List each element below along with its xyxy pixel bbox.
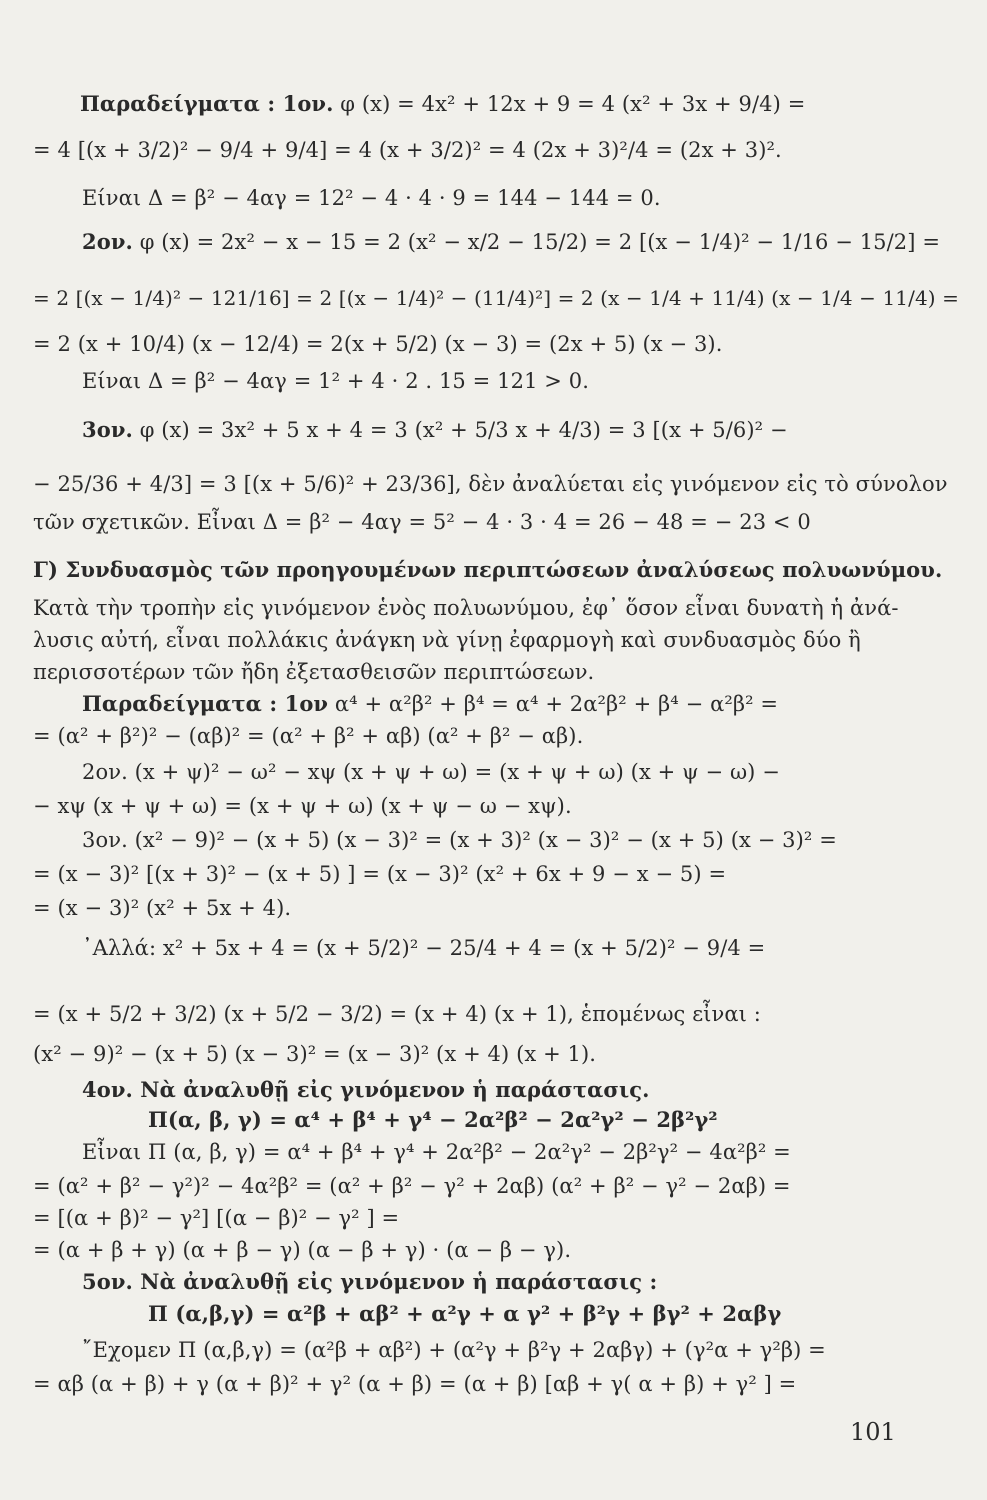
example-heading: 2ον.: [82, 229, 133, 254]
example-heading: 3ον.: [82, 417, 133, 442]
text-line: = 2 [(x − 1/4)² − 121/16] = 2 [(x − 1/4)² − (11/4)²] = 2 (x − 1/4 + 11/4) (x − 1/4 − 11/4) =: [33, 286, 960, 310]
formula: φ (x) = 4x² + 12x + 9 = 4 (x² + 3x + 9/4) =: [340, 92, 806, 116]
section-title: Γ) Συνδυασμὸς τῶν προηγουμένων περιπτώσεων ἀναλύσεως πολυωνύμου.: [33, 557, 943, 582]
text-line: τῶν σχετικῶν. Εἶναι Δ = β² − 4αγ = 5² − 4 · 3 · 4 = 26 − 48 = − 23 < 0: [33, 510, 811, 534]
text-line: Είναι Δ = β² − 4αγ = 12² − 4 · 4 · 9 = 144 − 144 = 0.: [82, 186, 661, 210]
formula: α⁴ + α²β² + β⁴ = α⁴ + 2α²β² + β⁴ − α²β² =: [334, 692, 779, 716]
text-line: = αβ (α + β) + γ (α + β)² + γ² (α + β) = (α + β) [αβ + γ( α + β) + γ² ] =: [33, 1372, 797, 1396]
text-line: (x² − 9)² − (x + 5) (x − 3)² = (x − 3)² (x + 4) (x + 1).: [33, 1042, 597, 1066]
text-line: = 2 (x + 10/4) (x − 12/4) = 2(x + 5/2) (x − 3) = (2x + 5) (x − 3).: [33, 332, 723, 356]
text-line: = (x + 5/2 + 3/2) (x + 5/2 − 3/2) = (x + 4) (x + 1), ἑπομένως εἶναι :: [33, 1002, 761, 1026]
formula: φ (x) = 2x² − x − 15 = 2 (x² − x/2 − 15/2) = 2 [(x − 1/4)² − 1/16 − 15/2] =: [139, 230, 941, 254]
text-line: Είναι Δ = β² − 4αγ = 1² + 4 · 2 . 15 = 121 > 0.: [82, 369, 590, 393]
formula-heading: Π (α,β,γ) = α²β + αβ² + α²γ + α γ² + β²γ + βγ² + 2αβγ: [148, 1301, 782, 1326]
text-line: [82, 690, 778, 718]
text-line: [82, 1268, 657, 1296]
text-line: 2ον. (x + ψ)² − ω² − xψ (x + ψ + ω) = (x + ψ + ω) (x + ψ − ω) −: [82, 760, 780, 784]
text-line: λυσις αὐτή, εἶναι πολλάκις ἀνάγκη νὰ γίνῃ ἐφαρμογὴ καὶ συνδυασμὸς δύο ἢ: [33, 628, 861, 652]
text-line: = (x − 3)² [(x + 3)² − (x + 5) ] = (x − 3)² (x² + 6x + 9 − x − 5) =: [33, 862, 727, 886]
text-line: = (α + β + γ) (α + β − γ) (α − β + γ) · (α − β − γ).: [33, 1238, 572, 1262]
example-heading: Παραδείγματα : 1ον: [82, 691, 329, 716]
text-line: Κατὰ τὴν τροπὴν εἰς γινόμενον ἑνὸς πολυωνύμου, ἐφ᾽ ὅσον εἶναι δυνατὴ ἡ ἀνά-: [33, 596, 899, 620]
text-line: = (α² + β² − γ²)² − 4α²β² = (α² + β² − γ² + 2αβ) (α² + β² − γ² − 2αβ) =: [33, 1174, 791, 1198]
example-heading: 5ον. Νὰ ἀναλυθῇ εἰς γινόμενον ἡ παράστασις :: [82, 1269, 658, 1294]
text-line: = (x − 3)² (x² + 5x + 4).: [33, 896, 292, 920]
text-line: − xψ (x + ψ + ω) = (x + ψ + ω) (x + ψ − ω − xψ).: [33, 794, 572, 818]
text-line: 3ον. (x² − 9)² − (x + 5) (x − 3)² = (x + 3)² (x − 3)² − (x + 5) (x − 3)² =: [82, 828, 837, 852]
text-line: = 4 [(x + 3/2)² − 9/4 + 9/4] = 4 (x + 3/2)² = 4 (2x + 3)²/4 = (2x + 3)².: [33, 138, 782, 162]
text-line: ῎Εχομεν Π (α,β,γ) = (α²β + αβ²) + (α²γ + β²γ + 2αβγ) + (γ²α + γ²β) =: [82, 1338, 826, 1362]
section-heading: [33, 556, 942, 584]
text-line: [148, 1106, 718, 1134]
text-line: − 25/36 + 4/3] = 3 [(x + 5/6)² + 23/36], δὲν ἀναλύεται εἰς γινόμενον εἰς τὸ σύνολον: [33, 472, 948, 496]
text-line: Εἶναι Π (α, β, γ) = α⁴ + β⁴ + γ⁴ + 2α²β² − 2α²γ² − 2β²γ² − 4α²β² =: [82, 1140, 791, 1164]
text-line: [80, 90, 805, 118]
text-line: [148, 1300, 781, 1328]
example-heading: 4ον. Νὰ ἀναλυθῇ εἰς γινόμενον ἡ παράστασις.: [82, 1077, 650, 1102]
text-line: [82, 228, 940, 256]
text-line: ᾽Αλλά: x² + 5x + 4 = (x + 5/2)² − 25/4 + 4 = (x + 5/2)² − 9/4 =: [82, 936, 766, 960]
text-line: περισσοτέρων τῶν ἤδη ἐξετασθεισῶν περιπτώσεων.: [33, 660, 595, 684]
text-line: = (α² + β²)² − (αβ)² = (α² + β² + αβ) (α² + β² − αβ).: [33, 724, 584, 748]
page-number: 101: [850, 1418, 896, 1446]
formula: φ (x) = 3x² + 5 x + 4 = 3 (x² + 5/3 x + 4/3) = 3 [(x + 5/6)² −: [139, 418, 788, 442]
example-heading: Παραδείγματα : 1ον.: [80, 91, 334, 116]
text-line: = [(α + β)² − γ²] [(α − β)² − γ² ] =: [33, 1206, 400, 1230]
text-line: [82, 1076, 650, 1104]
formula-heading: Π(α, β, γ) = α⁴ + β⁴ + γ⁴ − 2α²β² − 2α²γ² − 2β²γ²: [148, 1107, 718, 1132]
text-line: [82, 416, 788, 444]
